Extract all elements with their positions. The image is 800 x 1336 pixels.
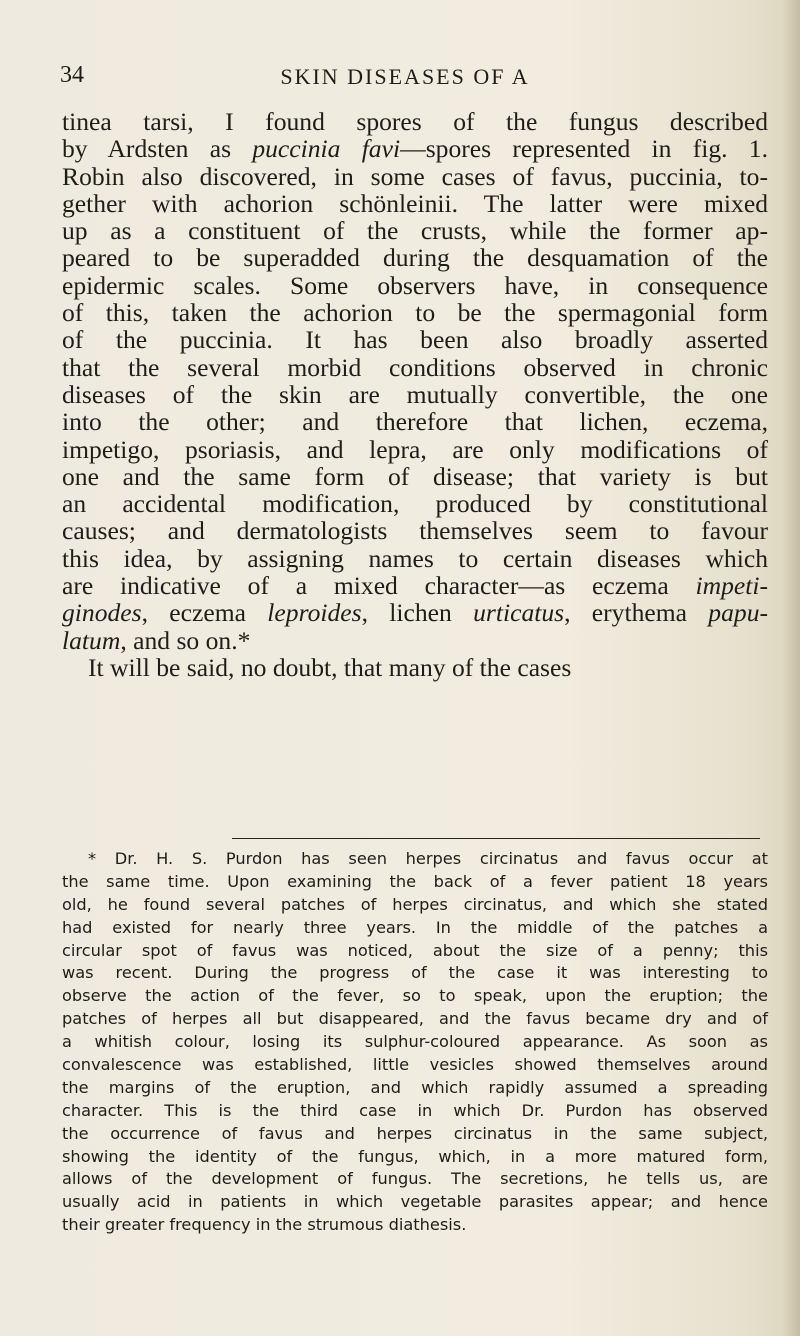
footnote bbox=[62, 848, 768, 1237]
body-line: gether with achorion schönleinii. The latter were mixed bbox=[62, 188, 768, 218]
body-line: epidermic scales. Some observers have, in consequence bbox=[62, 270, 768, 300]
main-body-text bbox=[62, 108, 768, 681]
page-header bbox=[60, 62, 750, 96]
body-line: an accidental modification, produced by constitutional bbox=[62, 489, 768, 519]
footnote-line: convalescence was established, little vesicles showed themselves around bbox=[62, 1055, 768, 1075]
footnote-line: had existed for nearly three years. In the middle of the patches a bbox=[62, 917, 768, 937]
body-line: Robin also discovered, in some cases of favus, puccinia, to- bbox=[62, 161, 768, 191]
footnote-line: * Dr. H. S. Purdon has seen herpes circinatus and favus occur at bbox=[88, 849, 768, 868]
body-line: into the other; and therefore that lichen, eczema, bbox=[62, 407, 768, 437]
footnote-line: was recent. During the progress of the case it was interesting to bbox=[62, 963, 768, 983]
footnote-line: the occurrence of favus and herpes circinatus in the same subject, bbox=[62, 1123, 768, 1143]
page-edge-shadow bbox=[782, 0, 800, 1336]
body-line: peared to be superadded during the desquamation of the bbox=[62, 243, 768, 273]
footnote-line: character. This is the third case in which Dr. Purdon has observed bbox=[62, 1100, 768, 1120]
footnote-line: the margins of the eruption, and which rapidly assumed a spreading bbox=[62, 1077, 768, 1097]
running-head: SKIN DISEASES OF A bbox=[280, 64, 530, 89]
body-line: ginodes, eczema leproides, lichen urticatus, erythema papu- bbox=[62, 598, 769, 628]
body-line: causes; and dermatologists themselves seem to favour bbox=[62, 516, 768, 546]
footnote-line: the same time. Upon examining the back of a fever patient 18 years bbox=[62, 871, 768, 891]
footnote-line: showing the identity of the fungus, which, in a more matured form, bbox=[62, 1146, 768, 1166]
footnote-line: old, he found several patches of herpes circinatus, and which she stated bbox=[62, 894, 768, 914]
footnote-line: circular spot of favus was noticed, about the size of a penny; this bbox=[62, 940, 768, 960]
body-line: latum, and so on.* bbox=[62, 625, 251, 655]
footnote-line: observe the action of the fever, so to speak, upon the eruption; the bbox=[62, 986, 768, 1006]
body-line: tinea tarsi, I found spores of the fungus described bbox=[62, 107, 768, 136]
body-line: It will be said, no doubt, that many of the cases bbox=[88, 652, 572, 682]
body-line: one and the same form of disease; that variety is but bbox=[62, 461, 768, 491]
body-line: impetigo, psoriasis, and lepra, are only modifications of bbox=[62, 434, 768, 464]
footnote-line: a whitish colour, losing its sulphur-coloured appearance. As soon as bbox=[62, 1032, 768, 1052]
footnote-line: patches of herpes all but disappeared, and the favus became dry and of bbox=[62, 1009, 768, 1029]
footnote-line: their greater frequency in the strumous diathesis. bbox=[62, 1215, 467, 1235]
body-line: of the puccinia. It has been also broadly asserted bbox=[62, 325, 768, 355]
footnote-line: allows of the development of fungus. The secretions, he tells us, are bbox=[62, 1169, 768, 1189]
body-line: of this, taken the achorion to be the spermagonial form bbox=[62, 298, 768, 328]
body-line: diseases of the skin are mutually convertible, the one bbox=[62, 379, 768, 409]
body-line: up as a constituent of the crusts, while the former ap- bbox=[62, 216, 768, 246]
body-line: that the several morbid conditions observed in chronic bbox=[62, 352, 768, 382]
body-line: by Ardsten as puccinia favi—spores represented in fig. 1. bbox=[62, 134, 769, 164]
footnote-line: usually acid in patients in which vegetable parasites appear; and hence bbox=[62, 1192, 768, 1212]
body-line: are indicative of a mixed character—as eczema impeti- bbox=[62, 571, 768, 601]
body-line: this idea, by assigning names to certain diseases which bbox=[62, 543, 768, 573]
footnote-divider bbox=[232, 838, 760, 839]
page-number: 34 bbox=[60, 62, 84, 88]
